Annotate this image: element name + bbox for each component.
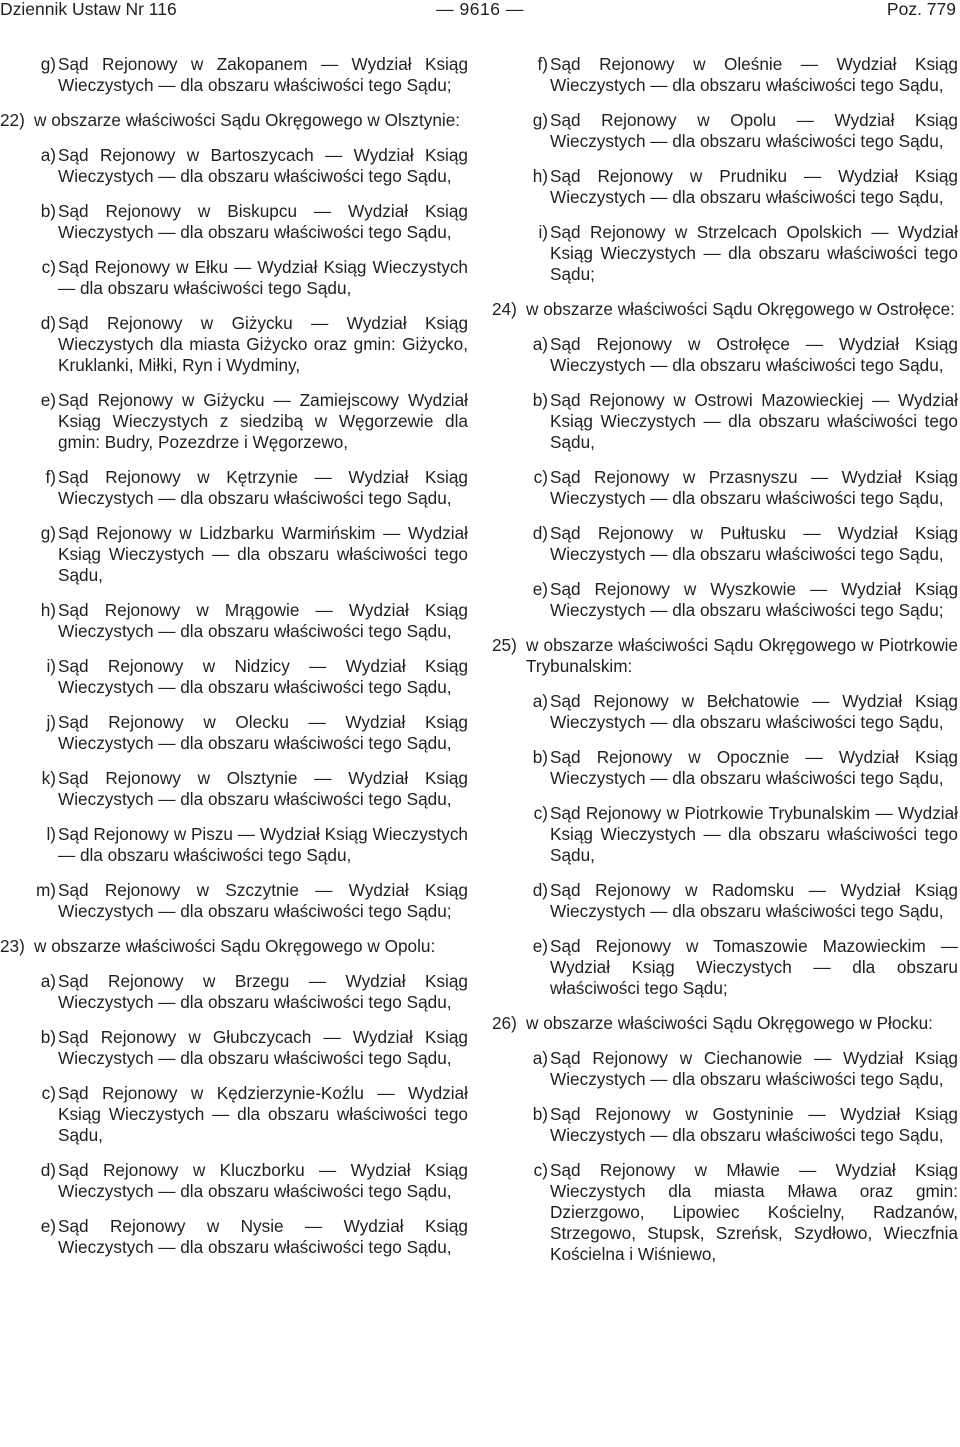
court-entry xyxy=(492,1160,958,1265)
item-text: Sąd Rejonowy w Opocznie — Wydział Ksiąg Wieczystych — dla obszaru właściwości tego Sądu, xyxy=(550,747,958,788)
item-label: e) xyxy=(532,579,548,599)
court-entry xyxy=(492,747,958,789)
item-label: k) xyxy=(41,768,56,788)
item-label: j) xyxy=(46,712,56,732)
item-text: Sąd Rejonowy w Giżycku — Wydział Ksiąg Wieczystych dla miasta Giżycko oraz gmin: Giżycko, Kruklanki, Miłki, Ryn i Wydminy, xyxy=(58,313,468,375)
item-label: c) xyxy=(533,803,548,823)
item-label: b) xyxy=(532,1104,548,1124)
item-label: b) xyxy=(40,201,56,221)
left-column xyxy=(0,54,468,1258)
item-text: Sąd Rejonowy w Tomaszowie Mazowieckim — Wydział Ksiąg Wieczystych — dla obszaru właściwości tego Sądu; xyxy=(550,936,958,998)
item-label: a) xyxy=(532,334,548,354)
journal-title: Dziennik Ustaw Nr 116 xyxy=(0,0,177,19)
court-entry xyxy=(0,523,468,586)
item-text: Sąd Rejonowy w Kędzierzynie-Koźlu — Wydział Ksiąg Wieczystych — dla obszaru właściwości tego Sądu, xyxy=(58,1083,468,1145)
court-entry xyxy=(492,579,958,621)
item-label: h) xyxy=(40,600,56,620)
court-entry xyxy=(492,523,958,565)
item-text: Sąd Rejonowy w Kluczborku — Wydział Ksiąg Wieczystych — dla obszaru właściwości tego Sądu, xyxy=(58,1160,468,1201)
court-entry xyxy=(492,691,958,733)
item-label: i) xyxy=(538,222,548,242)
item-label: g) xyxy=(40,523,56,543)
item-label: a) xyxy=(532,691,548,711)
court-entry xyxy=(0,1027,468,1069)
item-label: c) xyxy=(533,467,548,487)
court-entry xyxy=(492,390,958,453)
section-item xyxy=(492,635,958,677)
item-text: Sąd Rejonowy w Mławie — Wydział Ksiąg Wieczystych dla miasta Mława oraz gmin: Dzierzgowo, Lipowiec Kościelny, Radzanów, Strzegowo, Stupsk, Szreńsk, Szydłowo, Wieczfnia Kościelna i Wiśniewo, xyxy=(550,1160,958,1264)
item-text: Sąd Rejonowy w Giżycku — Zamiejscowy Wydział Ksiąg Wieczystych z siedzibą w Węgorzewie dla gmin: Budry, Pozezdrze i Węgorzewo, xyxy=(58,390,468,452)
item-text: Sąd Rejonowy w Pułtusku — Wydział Ksiąg Wieczystych — dla obszaru właściwości tego Sądu, xyxy=(550,523,958,564)
item-label: c) xyxy=(533,1160,548,1180)
court-entry xyxy=(492,222,958,285)
court-entry xyxy=(0,54,468,96)
court-entry xyxy=(0,467,468,509)
item-text: Sąd Rejonowy w Biskupcu — Wydział Ksiąg Wieczystych — dla obszaru właściwości tego Sądu, xyxy=(58,201,468,242)
item-label: 26) xyxy=(492,1013,517,1033)
court-entry xyxy=(492,54,958,96)
item-text: Sąd Rejonowy w Wyszkowie — Wydział Ksiąg Wieczystych — dla obszaru właściwości tego Sądu; xyxy=(550,579,958,620)
item-text: Sąd Rejonowy w Brzegu — Wydział Ksiąg Wieczystych — dla obszaru właściwości tego Sądu, xyxy=(58,971,468,1012)
court-entry xyxy=(492,880,958,922)
item-text: Sąd Rejonowy w Głubczycach — Wydział Ksiąg Wieczystych — dla obszaru właściwości tego Sądu, xyxy=(58,1027,468,1068)
court-entry xyxy=(492,166,958,208)
item-label: a) xyxy=(40,971,56,991)
court-entry xyxy=(492,110,958,152)
item-label: b) xyxy=(532,747,548,767)
page-header xyxy=(0,0,960,24)
item-label: 25) xyxy=(492,635,517,655)
court-entry xyxy=(492,1048,958,1090)
section-item xyxy=(492,1013,958,1034)
item-text: Sąd Rejonowy w Ostrołęce — Wydział Ksiąg Wieczystych — dla obszaru właściwości tego Sądu, xyxy=(550,334,958,375)
court-entry xyxy=(492,936,958,999)
section-item xyxy=(0,110,468,131)
item-text: Sąd Rejonowy w Ostrowi Mazowieckiej — Wydział Ksiąg Wieczystych — dla obszaru właściwości tego Sądu, xyxy=(550,390,958,452)
item-text: Sąd Rejonowy w Ciechanowie — Wydział Ksiąg Wieczystych — dla obszaru właściwości tego Sądu, xyxy=(550,1048,958,1089)
item-label: e) xyxy=(532,936,548,956)
court-entry xyxy=(0,257,468,299)
item-label: g) xyxy=(40,54,56,74)
section-item xyxy=(492,299,958,320)
item-text: w obszarze właściwości Sądu Okręgowego w Ostrołęce: xyxy=(526,299,955,319)
item-text: Sąd Rejonowy w Mrągowie — Wydział Ksiąg Wieczystych — dla obszaru właściwości tego Sądu, xyxy=(58,600,468,641)
item-label: f) xyxy=(537,54,548,74)
item-label: a) xyxy=(532,1048,548,1068)
right-column xyxy=(492,54,958,1265)
court-entry xyxy=(0,712,468,754)
item-label: e) xyxy=(40,390,56,410)
item-text: Sąd Rejonowy w Piszu — Wydział Ksiąg Wieczystych — dla obszaru właściwości tego Sądu, xyxy=(58,824,468,865)
item-text: w obszarze właściwości Sądu Okręgowego w Olsztynie: xyxy=(34,110,461,130)
court-entry xyxy=(492,1104,958,1146)
item-label: h) xyxy=(532,166,548,186)
court-entry xyxy=(0,1216,468,1258)
item-text: Sąd Rejonowy w Olecku — Wydział Ksiąg Wieczystych — dla obszaru właściwości tego Sądu, xyxy=(58,712,468,753)
item-text: Sąd Rejonowy w Piotrkowie Trybunalskim — Wydział Ksiąg Wieczystych — dla obszaru właściwości tego Sądu, xyxy=(550,803,958,865)
item-text: Sąd Rejonowy w Strzelcach Opolskich — Wydział Ksiąg Wieczystych — dla obszaru właściwości tego Sądu; xyxy=(550,222,958,284)
item-label: e) xyxy=(40,1216,56,1236)
item-text: Sąd Rejonowy w Bartoszycach — Wydział Ksiąg Wieczystych — dla obszaru właściwości tego Sądu, xyxy=(58,145,468,186)
court-entry xyxy=(0,1160,468,1202)
court-entry xyxy=(0,1083,468,1146)
court-entry xyxy=(0,824,468,866)
item-text: w obszarze właściwości Sądu Okręgowego w Piotrkowie Trybunalskim: xyxy=(526,635,958,676)
court-entry xyxy=(0,313,468,376)
section-item xyxy=(0,936,468,957)
item-label: m) xyxy=(35,880,56,900)
item-text: Sąd Rejonowy w Bełchatowie — Wydział Ksiąg Wieczystych — dla obszaru właściwości tego Sądu, xyxy=(550,691,958,732)
item-label: d) xyxy=(532,523,548,543)
court-entry xyxy=(0,600,468,642)
court-entry xyxy=(0,880,468,922)
court-entry xyxy=(492,803,958,866)
item-label: i) xyxy=(46,656,56,676)
item-text: Sąd Rejonowy w Radomsku — Wydział Ksiąg Wieczystych — dla obszaru właściwości tego Sądu, xyxy=(550,880,958,921)
item-text: Sąd Rejonowy w Kętrzynie — Wydział Ksiąg Wieczystych — dla obszaru właściwości tego Sądu, xyxy=(58,467,468,508)
item-text: w obszarze właściwości Sądu Okręgowego w Płocku: xyxy=(526,1013,933,1033)
item-label: 24) xyxy=(492,299,517,319)
court-entry xyxy=(0,971,468,1013)
item-text: Sąd Rejonowy w Prudniku — Wydział Ksiąg Wieczystych — dla obszaru właściwości tego Sądu, xyxy=(550,166,958,207)
item-label: l) xyxy=(46,824,56,844)
item-text: Sąd Rejonowy w Oleśnie — Wydział Ksiąg Wieczystych — dla obszaru właściwości tego Sądu, xyxy=(550,54,958,95)
item-label: b) xyxy=(532,390,548,410)
item-label: d) xyxy=(40,313,56,333)
item-text: Sąd Rejonowy w Gostyninie — Wydział Ksiąg Wieczystych — dla obszaru właściwości tego Sądu, xyxy=(550,1104,958,1145)
position-number: Poz. 779 xyxy=(886,0,956,19)
court-entry xyxy=(0,390,468,453)
item-text: Sąd Rejonowy w Zakopanem — Wydział Ksiąg Wieczystych — dla obszaru właściwości tego Sądu; xyxy=(58,54,468,95)
item-label: d) xyxy=(40,1160,56,1180)
item-text: Sąd Rejonowy w Szczytnie — Wydział Ksiąg Wieczystych — dla obszaru właściwości tego Sądu; xyxy=(58,880,468,921)
court-entry xyxy=(0,201,468,243)
court-entry xyxy=(492,467,958,509)
item-text: Sąd Rejonowy w Olsztynie — Wydział Ksiąg Wieczystych — dla obszaru właściwości tego Sądu, xyxy=(58,768,468,809)
item-label: f) xyxy=(45,467,56,487)
item-text: w obszarze właściwości Sądu Okręgowego w Opolu: xyxy=(34,936,436,956)
item-text: Sąd Rejonowy w Nysie — Wydział Ksiąg Wieczystych — dla obszaru właściwości tego Sądu, xyxy=(58,1216,468,1257)
item-text: Sąd Rejonowy w Opolu — Wydział Ksiąg Wieczystych — dla obszaru właściwości tego Sądu, xyxy=(550,110,958,151)
item-label: c) xyxy=(41,257,56,277)
item-label: 23) xyxy=(0,936,25,956)
item-text: Sąd Rejonowy w Przasnyszu — Wydział Ksiąg Wieczystych — dla obszaru właściwości tego Sądu, xyxy=(550,467,958,508)
court-entry xyxy=(492,334,958,376)
item-label: d) xyxy=(532,880,548,900)
court-entry xyxy=(0,656,468,698)
page-number: — 9616 — xyxy=(436,0,524,19)
item-label: 22) xyxy=(0,110,25,130)
item-text: Sąd Rejonowy w Nidzicy — Wydział Ksiąg Wieczystych — dla obszaru właściwości tego Sądu, xyxy=(58,656,468,697)
court-entry xyxy=(0,768,468,810)
item-label: c) xyxy=(41,1083,56,1103)
item-label: b) xyxy=(40,1027,56,1047)
court-entry xyxy=(0,145,468,187)
item-label: a) xyxy=(40,145,56,165)
item-label: g) xyxy=(532,110,548,130)
item-text: Sąd Rejonowy w Lidzbarku Warmińskim — Wydział Ksiąg Wieczystych — dla obszaru właściwości tego Sądu, xyxy=(58,523,468,585)
item-text: Sąd Rejonowy w Ełku — Wydział Ksiąg Wieczystych — dla obszaru właściwości tego Sądu, xyxy=(58,257,468,298)
